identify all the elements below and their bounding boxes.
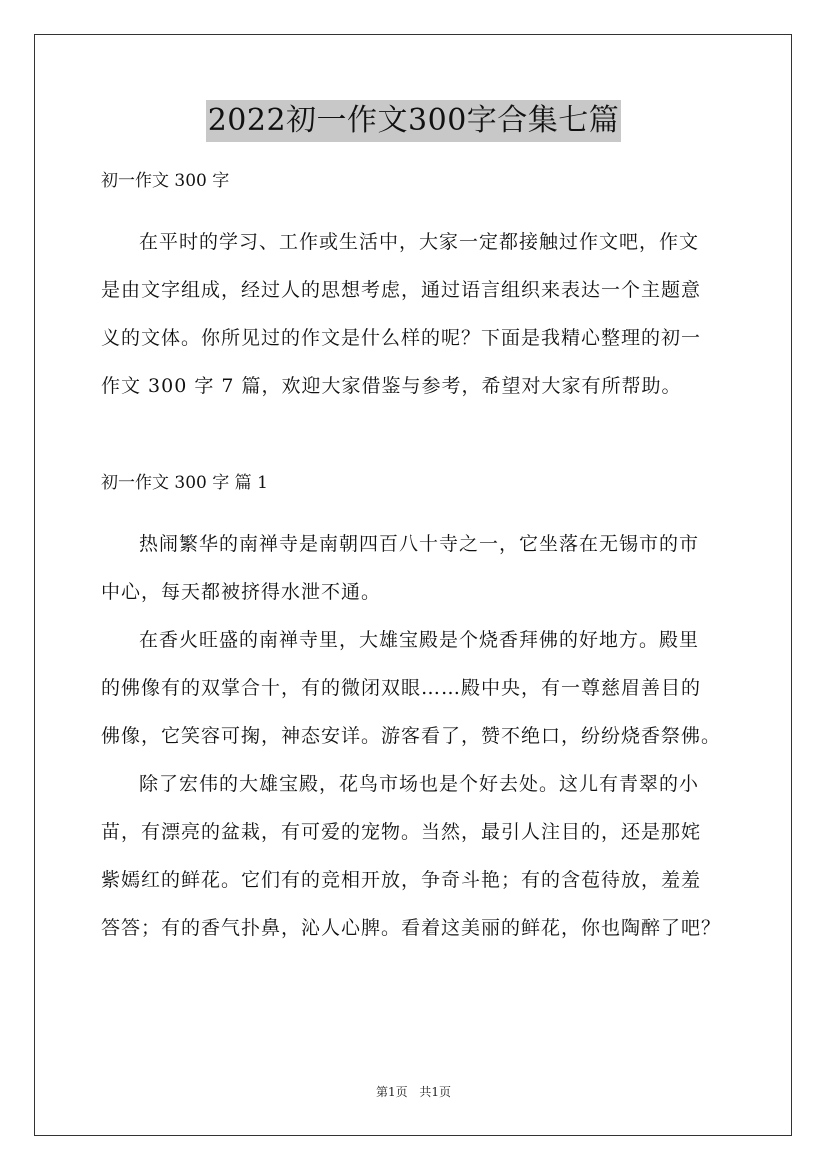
- page-footer: [0, 1083, 827, 1100]
- section1-heading: 初一作文 300 字 篇 1: [101, 473, 268, 493]
- document-title: 2022初一作文300字合集七篇: [206, 100, 622, 142]
- p2-line-1: 在香火旺盛的南禅寺里，大雄宝殿是个烧香拜佛的好地方。殿里: [139, 629, 700, 651]
- page-number-current: 第1页: [375, 1085, 408, 1099]
- intro-heading: 初一作文 300 字: [101, 171, 230, 191]
- intro-line-3: 义的文体。你所见过的作文是什么样的呢？下面是我精心整理的初一: [101, 327, 702, 349]
- p2-line-3: 佛像，它笑容可掬，神态安详。游客看了，赞不绝口，纷纷烧香祭佛。: [101, 725, 722, 747]
- document-body: [101, 170, 731, 952]
- section1-paragraph-2: [101, 616, 731, 760]
- title-wrapper: [0, 100, 827, 142]
- p3-line-2: 苗，有漂亮的盆栽，有可爱的宠物。当然，最引人注目的，还是那姹: [101, 821, 702, 843]
- p3-line-4: 答答；有的香气扑鼻，沁人心脾。看着这美丽的鲜花，你也陶醉了吧？: [101, 917, 722, 939]
- intro-line-4: 作文 300 字 7 篇，欢迎大家借鉴与参考，希望对大家有所帮助。: [101, 375, 682, 397]
- section1-paragraph-1: [101, 520, 731, 616]
- p2-line-2: 的佛像有的双掌合十，有的微闭双眼……殿中央，有一尊慈眉善目的: [101, 677, 702, 699]
- p1-line-2: 中心，每天都被挤得水泄不通。: [101, 581, 382, 603]
- intro-line-1: 在平时的学习、工作或生活中，大家一定都接触过作文吧，作文: [139, 231, 700, 253]
- p3-line-3: 紫嫣红的鲜花。它们有的竞相开放，争奇斗艳；有的含苞待放，羞羞: [101, 869, 702, 891]
- section1-paragraph-3: [101, 760, 731, 952]
- page-number-total: 共1页: [419, 1085, 452, 1099]
- p3-line-1: 除了宏伟的大雄宝殿，花鸟市场也是个好去处。这儿有青翠的小: [139, 773, 700, 795]
- intro-paragraph: [101, 218, 731, 410]
- p1-line-1: 热闹繁华的南禅寺是南朝四百八十寺之一，它坐落在无锡市的市: [139, 533, 700, 555]
- intro-line-2: 是由文字组成，经过人的思想考虑，通过语言组织来表达一个主题意: [101, 279, 702, 301]
